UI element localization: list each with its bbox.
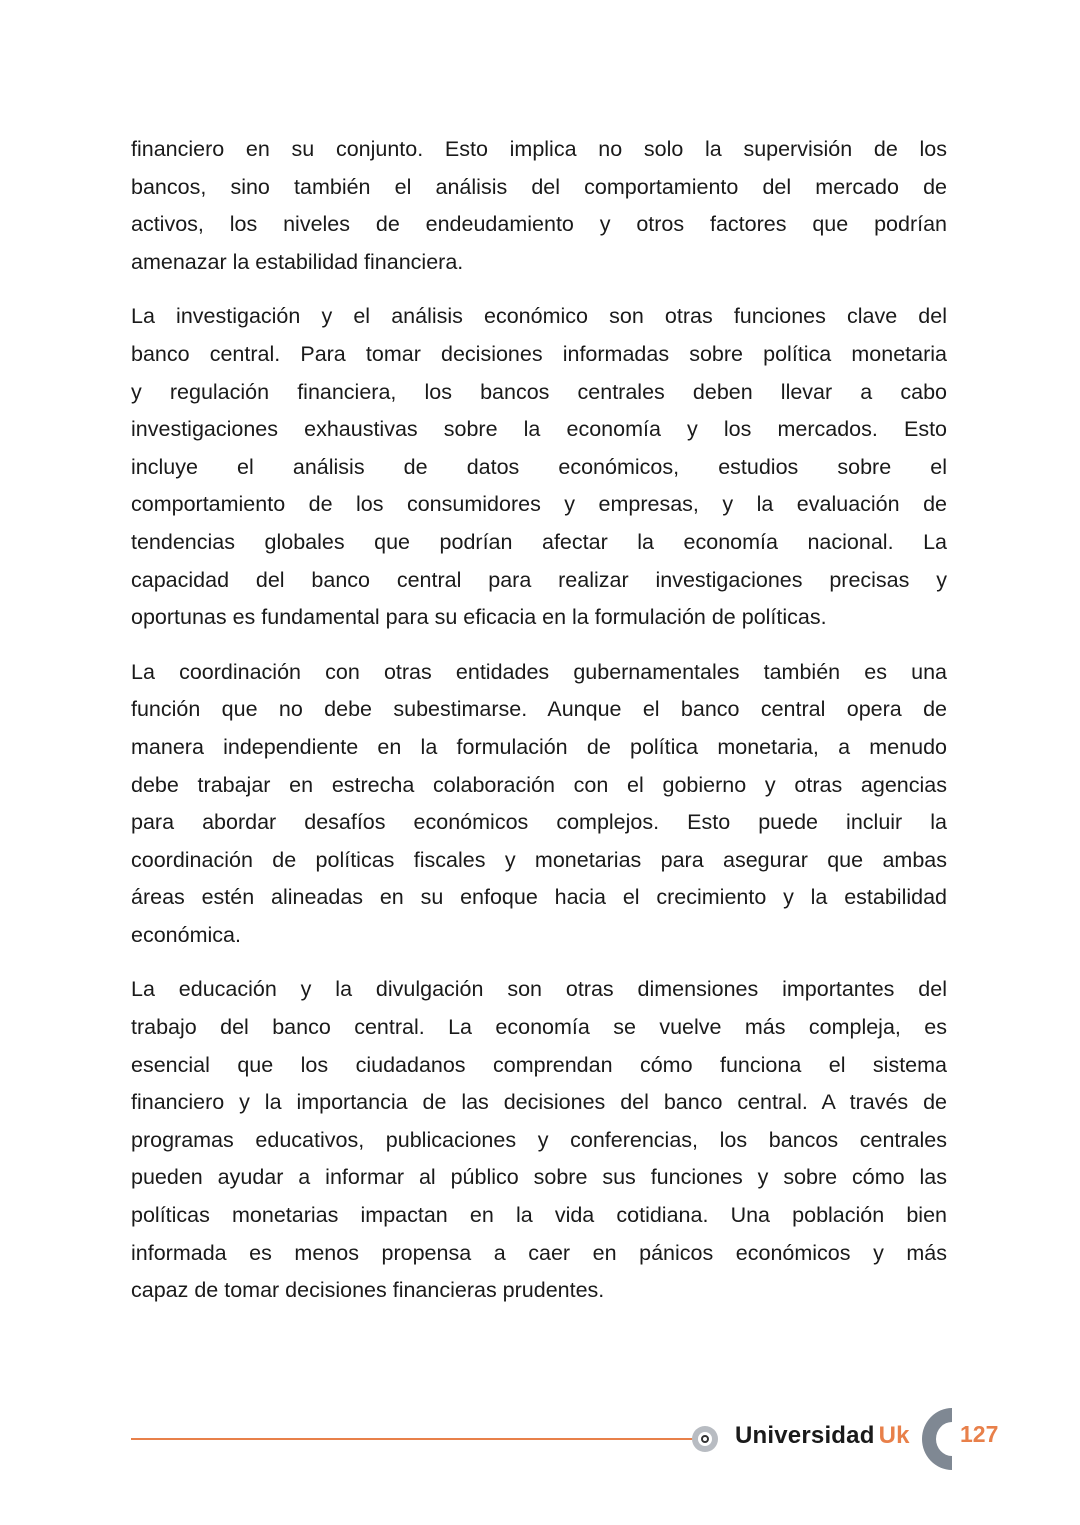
page-number: 127 — [960, 1421, 999, 1447]
text-line: activos, los niveles de endeudamiento y otros factores que podrían — [131, 212, 947, 237]
paragraph-4 — [131, 971, 947, 1309]
text-line: investigaciones exhaustivas sobre la economía y los mercados. Esto — [131, 417, 947, 442]
text-line: banco central. Para tomar decisiones informadas sobre política monetaria — [131, 341, 947, 366]
text-line: La educación y la divulgación son otras dimensiones importantes del — [131, 977, 947, 1002]
text-line: amenazar la estabilidad financiera. — [131, 249, 464, 274]
text-line: económica. — [131, 922, 241, 947]
text-line: esencial que los ciudadanos comprendan cómo funciona el sistema — [131, 1052, 947, 1077]
text-line: capaz de tomar decisiones financieras prudentes. — [131, 1278, 605, 1303]
text-line: bancos, sino también el análisis del comportamiento del mercado de — [131, 174, 947, 199]
text-line: financiero en su conjunto. Esto implica no solo la supervisión de los — [131, 137, 947, 161]
brand-name — [735, 1422, 910, 1450]
paragraph-3 — [131, 654, 947, 955]
text-line: debe trabajar en estrecha colaboración con el gobierno y otras agencias — [131, 772, 947, 797]
paragraph-1 — [131, 131, 947, 281]
text-line: trabajo del banco central. La economía se vuelve más compleja, es — [131, 1015, 947, 1040]
ring-logo-icon — [692, 1426, 718, 1452]
text-line: manera independiente en la formulación de política monetaria, a menudo — [131, 734, 947, 759]
paragraph-2 — [131, 298, 947, 636]
footer-divider — [131, 1438, 696, 1440]
text-line: políticas monetarias impactan en la vida cotidiana. Una población bien — [131, 1203, 947, 1228]
text-line: función que no debe subestimarse. Aunque el banco central opera de — [131, 697, 947, 722]
text-line: pueden ayudar a informar al público sobre sus funciones y sobre cómo las — [131, 1165, 947, 1190]
text-line: programas educativos, publicaciones y conferencias, los bancos centrales — [131, 1127, 947, 1152]
text-line: coordinación de políticas fiscales y monetarias para asegurar que ambas — [131, 847, 947, 872]
text-line: informada es menos propensa a caer en pánicos económicos y más — [131, 1240, 947, 1265]
text-line: para abordar desafíos económicos complejos. Esto puede incluir la — [131, 810, 947, 835]
text-line: áreas estén alineadas en su enfoque hacia el crecimiento y la estabilidad — [131, 885, 947, 910]
text-line: y regulación financiera, los bancos centrales deben llevar a cabo — [131, 379, 947, 404]
text-line: tendencias globales que podrían afectar la economía nacional. La — [131, 529, 947, 554]
text-line: incluye el análisis de datos económicos, estudios sobre el — [131, 454, 947, 479]
page-body — [131, 131, 947, 1327]
text-line: La investigación y el análisis económico son otras funciones clave del — [131, 304, 947, 329]
brand-name-main: Universidad — [735, 1422, 875, 1449]
text-line: capacidad del banco central para realizar investigaciones precisas y — [131, 567, 947, 592]
text-line: comportamiento de los consumidores y empresas, y la evaluación de — [131, 492, 947, 517]
brand-name-suffix: Uk — [878, 1422, 910, 1449]
text-line: La coordinación con otras entidades gubernamentales también es una — [131, 659, 947, 684]
text-line: financiero y la importancia de las decisiones del banco central. A través de — [131, 1090, 947, 1115]
text-line: oportunas es fundamental para su eficacia en la formulación de políticas. — [131, 605, 827, 630]
